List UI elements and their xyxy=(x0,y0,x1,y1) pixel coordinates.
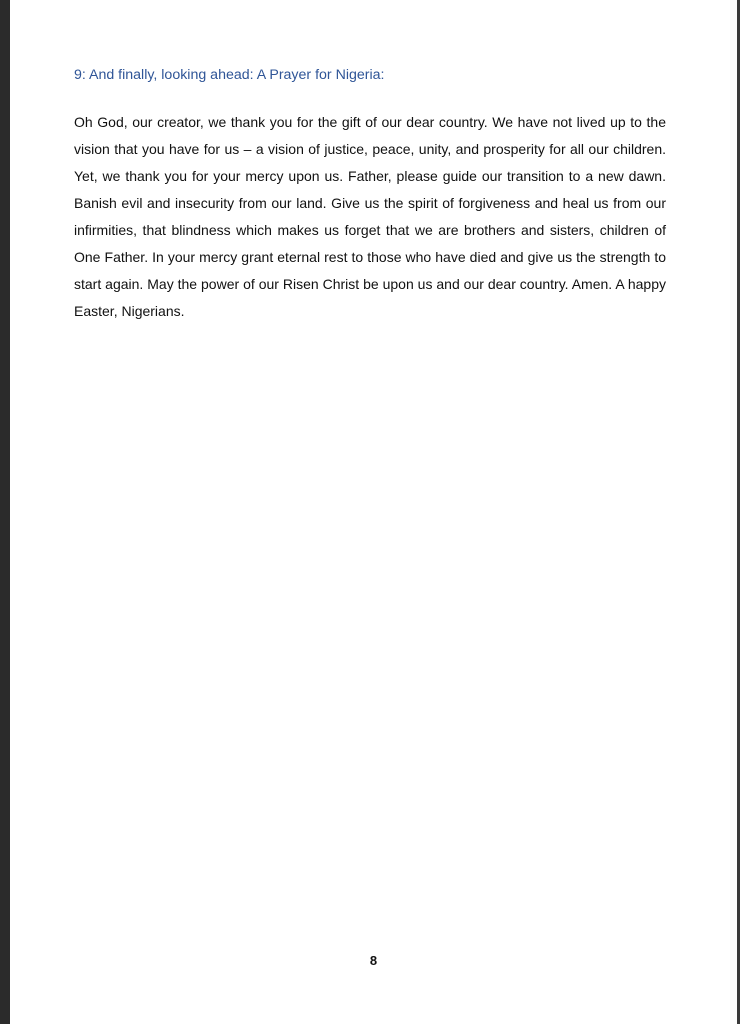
page-number: 8 xyxy=(369,953,378,968)
section-heading: 9: And finally, looking ahead: A Prayer for Nigeria: xyxy=(74,67,385,83)
viewer-left-edge xyxy=(0,0,10,1024)
prayer-paragraph: Oh God, our creator, we thank you for the gift of our dear country. We have not lived up to the vision that you have for us – a vision of justice, peace, unity, and prosperity for all our children. Yet, we thank you for your mercy upon us. Father, please guide our transition to a new dawn. Banish evil and insecurity from our land. Give us the spirit of forgiveness and heal us from our infirmities, that blindness which makes us forget that we are brothers and sisters, children of One Father. In your mercy grant eternal rest to those who have died and give us the strength to start again. May the power of our Risen Christ be upon us and our dear country. Amen. A happy Easter, Nigerians. xyxy=(74,114,666,319)
document-page xyxy=(10,0,737,1024)
